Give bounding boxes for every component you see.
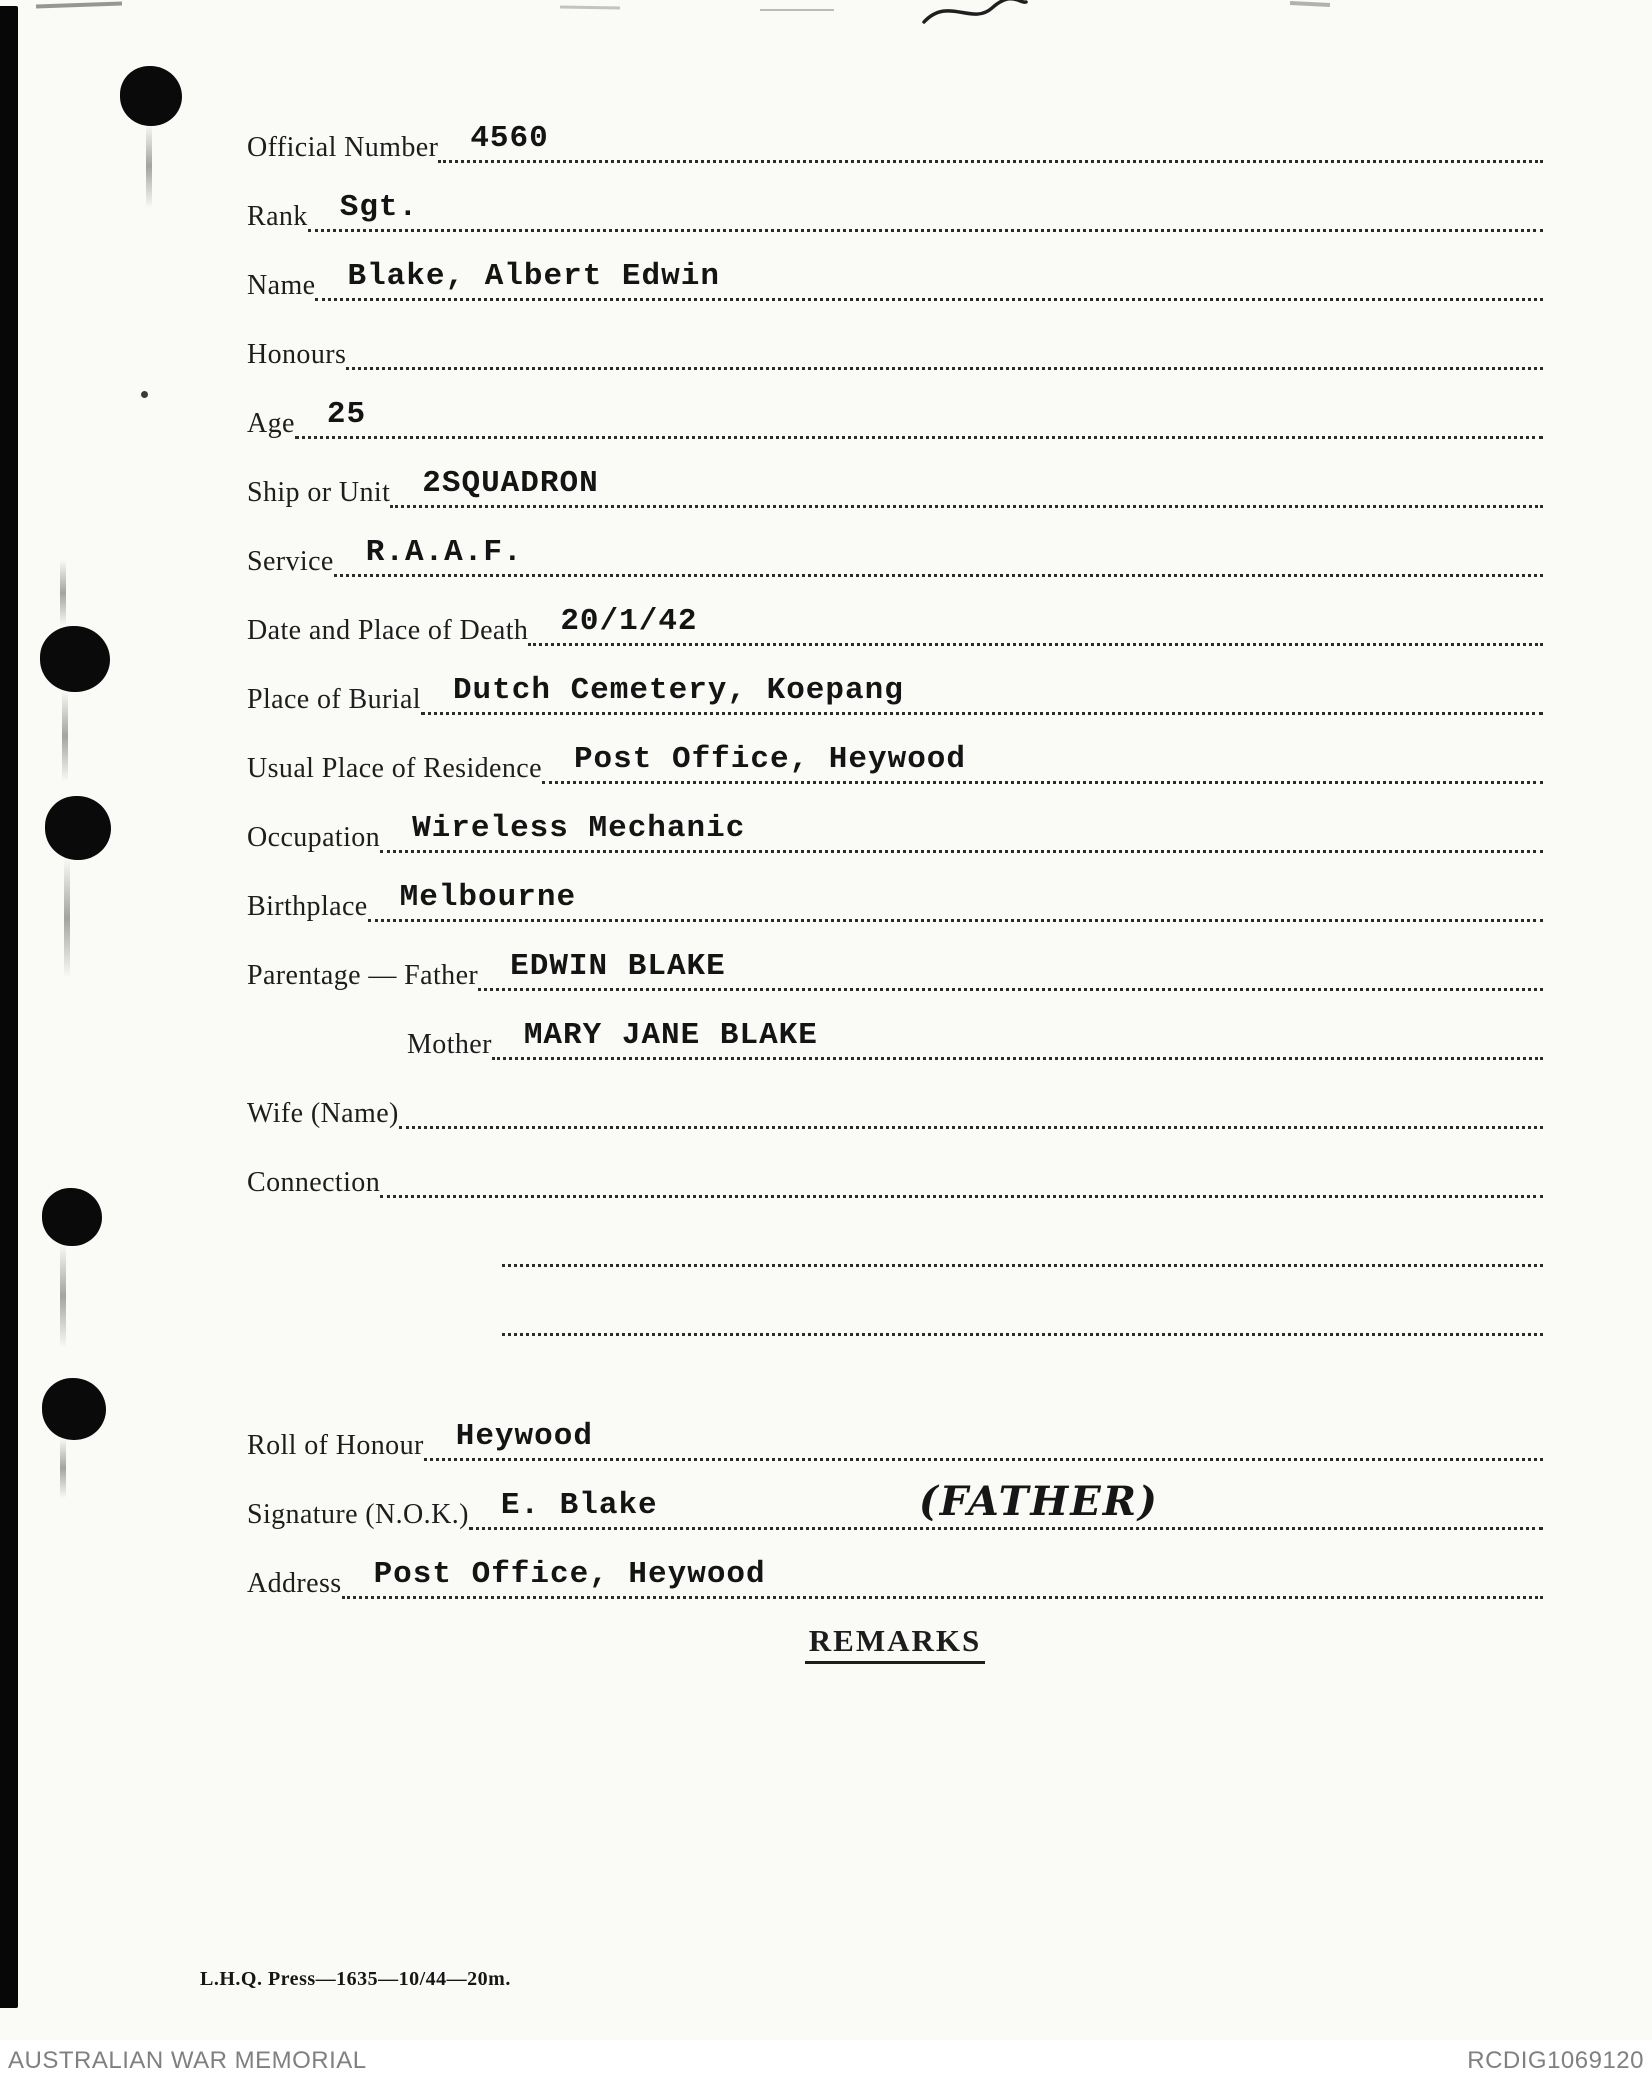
row-connection xyxy=(247,1129,1543,1198)
field-value: Dutch Cemetery, Koepang xyxy=(452,673,904,708)
field-label: Birthplace xyxy=(247,890,368,922)
dotted-line xyxy=(469,1461,1543,1530)
scan-edge-bar xyxy=(0,6,18,2008)
dotted-line xyxy=(334,508,1543,577)
row-name xyxy=(247,232,1543,301)
field-label: Signature (N.O.K.) xyxy=(247,1498,469,1530)
field-label: Occupation xyxy=(247,821,381,853)
field-value: 20/1/42 xyxy=(560,604,698,639)
dotted-line xyxy=(478,922,1543,991)
field-label: Roll of Honour xyxy=(247,1429,424,1461)
ink-smudge xyxy=(62,690,68,782)
field-label: Place of Burial xyxy=(247,683,421,715)
field-label: Parentage — Father xyxy=(247,959,479,991)
dotted-line xyxy=(421,646,1543,715)
dotted-line xyxy=(424,1392,1543,1461)
row-parentage-father xyxy=(247,922,1543,991)
ink-blot xyxy=(42,1378,106,1440)
field-value: Heywood xyxy=(455,1419,593,1454)
field-label: Wife (Name) xyxy=(247,1097,399,1129)
field-label: Date and Place of Death xyxy=(247,614,529,646)
scan-noise xyxy=(560,5,620,9)
field-label: Usual Place of Residence xyxy=(247,752,542,784)
field-value: Melbourne xyxy=(399,880,577,915)
field-label: Address xyxy=(247,1567,342,1599)
row-address xyxy=(247,1530,1543,1599)
field-value: Post Office, Heywood xyxy=(573,742,967,777)
row-wife-name xyxy=(247,1060,1543,1129)
pen-squiggle-mark xyxy=(920,0,1030,28)
field-value: EDWIN BLAKE xyxy=(510,949,726,984)
row-birthplace xyxy=(247,853,1543,922)
field-value: 2SQUADRON xyxy=(422,466,599,501)
dotted-line xyxy=(492,991,1543,1060)
field-label: Mother xyxy=(407,1028,492,1060)
ink-blot xyxy=(120,66,182,126)
handwritten-father-note: (FATHER) xyxy=(918,1478,1159,1525)
ink-smudge xyxy=(60,1438,66,1498)
field-label: Service xyxy=(247,545,334,577)
dotted-line xyxy=(390,439,1543,508)
row-parentage-mother xyxy=(247,991,1543,1060)
row-honours xyxy=(247,301,1543,370)
field-label: Official Number xyxy=(247,131,439,163)
field-label: Honours xyxy=(247,338,347,370)
row-usual-place-of-residence xyxy=(247,715,1543,784)
field-value: Post Office, Heywood xyxy=(373,1557,766,1592)
field-value: E. Blake xyxy=(500,1488,658,1523)
row-service xyxy=(247,508,1543,577)
field-label: Name xyxy=(247,269,316,301)
row-blank-1 xyxy=(247,1198,1543,1267)
row-place-of-burial xyxy=(247,646,1543,715)
row-signature-nok xyxy=(247,1461,1543,1530)
field-value: R.A.A.F. xyxy=(365,535,523,570)
ink-smudge xyxy=(146,124,152,208)
row-blank-2 xyxy=(247,1267,1543,1336)
printer-imprint: L.H.Q. Press—1635—10/44—20m. xyxy=(200,1968,511,1990)
scan-noise xyxy=(36,2,122,9)
field-label: Rank xyxy=(247,200,308,232)
ink-blot xyxy=(42,1188,102,1246)
dotted-line xyxy=(542,715,1543,784)
ink-smudge xyxy=(60,1244,66,1348)
ink-blot xyxy=(45,796,111,860)
archive-source-label: AUSTRALIAN WAR MEMORIAL xyxy=(8,2047,367,2074)
dotted-line xyxy=(380,1129,1543,1198)
row-ship-or-unit xyxy=(247,439,1543,508)
casualty-record-form xyxy=(247,94,1543,1659)
row-age xyxy=(247,370,1543,439)
dotted-line xyxy=(308,163,1543,232)
row-occupation xyxy=(247,784,1543,853)
scan-noise xyxy=(1290,1,1330,7)
field-value: MARY JANE BLAKE xyxy=(523,1018,818,1053)
ink-blot xyxy=(40,626,110,692)
field-label: Ship or Unit xyxy=(247,476,391,508)
row-roll-of-honour xyxy=(247,1392,1543,1461)
ink-smudge xyxy=(64,858,70,978)
row-official-number xyxy=(247,94,1543,163)
field-value: 25 xyxy=(326,397,367,432)
scan-noise xyxy=(760,9,834,11)
dotted-line xyxy=(295,370,1543,439)
field-value: Wireless Mechanic xyxy=(412,811,746,846)
dotted-line xyxy=(342,1530,1543,1599)
field-value: Sgt. xyxy=(339,190,419,225)
archive-record-id: RCDIG1069120 xyxy=(1467,2047,1644,2074)
field-value: 4560 xyxy=(470,121,549,156)
field-value: Blake, Albert Edwin xyxy=(347,259,720,294)
dotted-line xyxy=(315,232,1543,301)
field-label: Connection xyxy=(247,1166,381,1198)
dotted-line xyxy=(346,301,1543,370)
dotted-line xyxy=(502,1267,1543,1336)
row-date-place-of-death xyxy=(247,577,1543,646)
field-label: Age xyxy=(247,407,295,439)
ink-speck xyxy=(141,391,148,398)
dotted-line xyxy=(528,577,1543,646)
dotted-line xyxy=(502,1198,1543,1267)
dotted-line xyxy=(368,853,1543,922)
ink-smudge xyxy=(60,560,66,626)
dotted-line xyxy=(399,1060,1543,1129)
dotted-line xyxy=(380,784,1543,853)
archive-footer xyxy=(0,2040,1652,2082)
row-rank xyxy=(247,163,1543,232)
remarks-heading: REMARKS xyxy=(247,1623,1543,1659)
dotted-line xyxy=(438,94,1543,163)
